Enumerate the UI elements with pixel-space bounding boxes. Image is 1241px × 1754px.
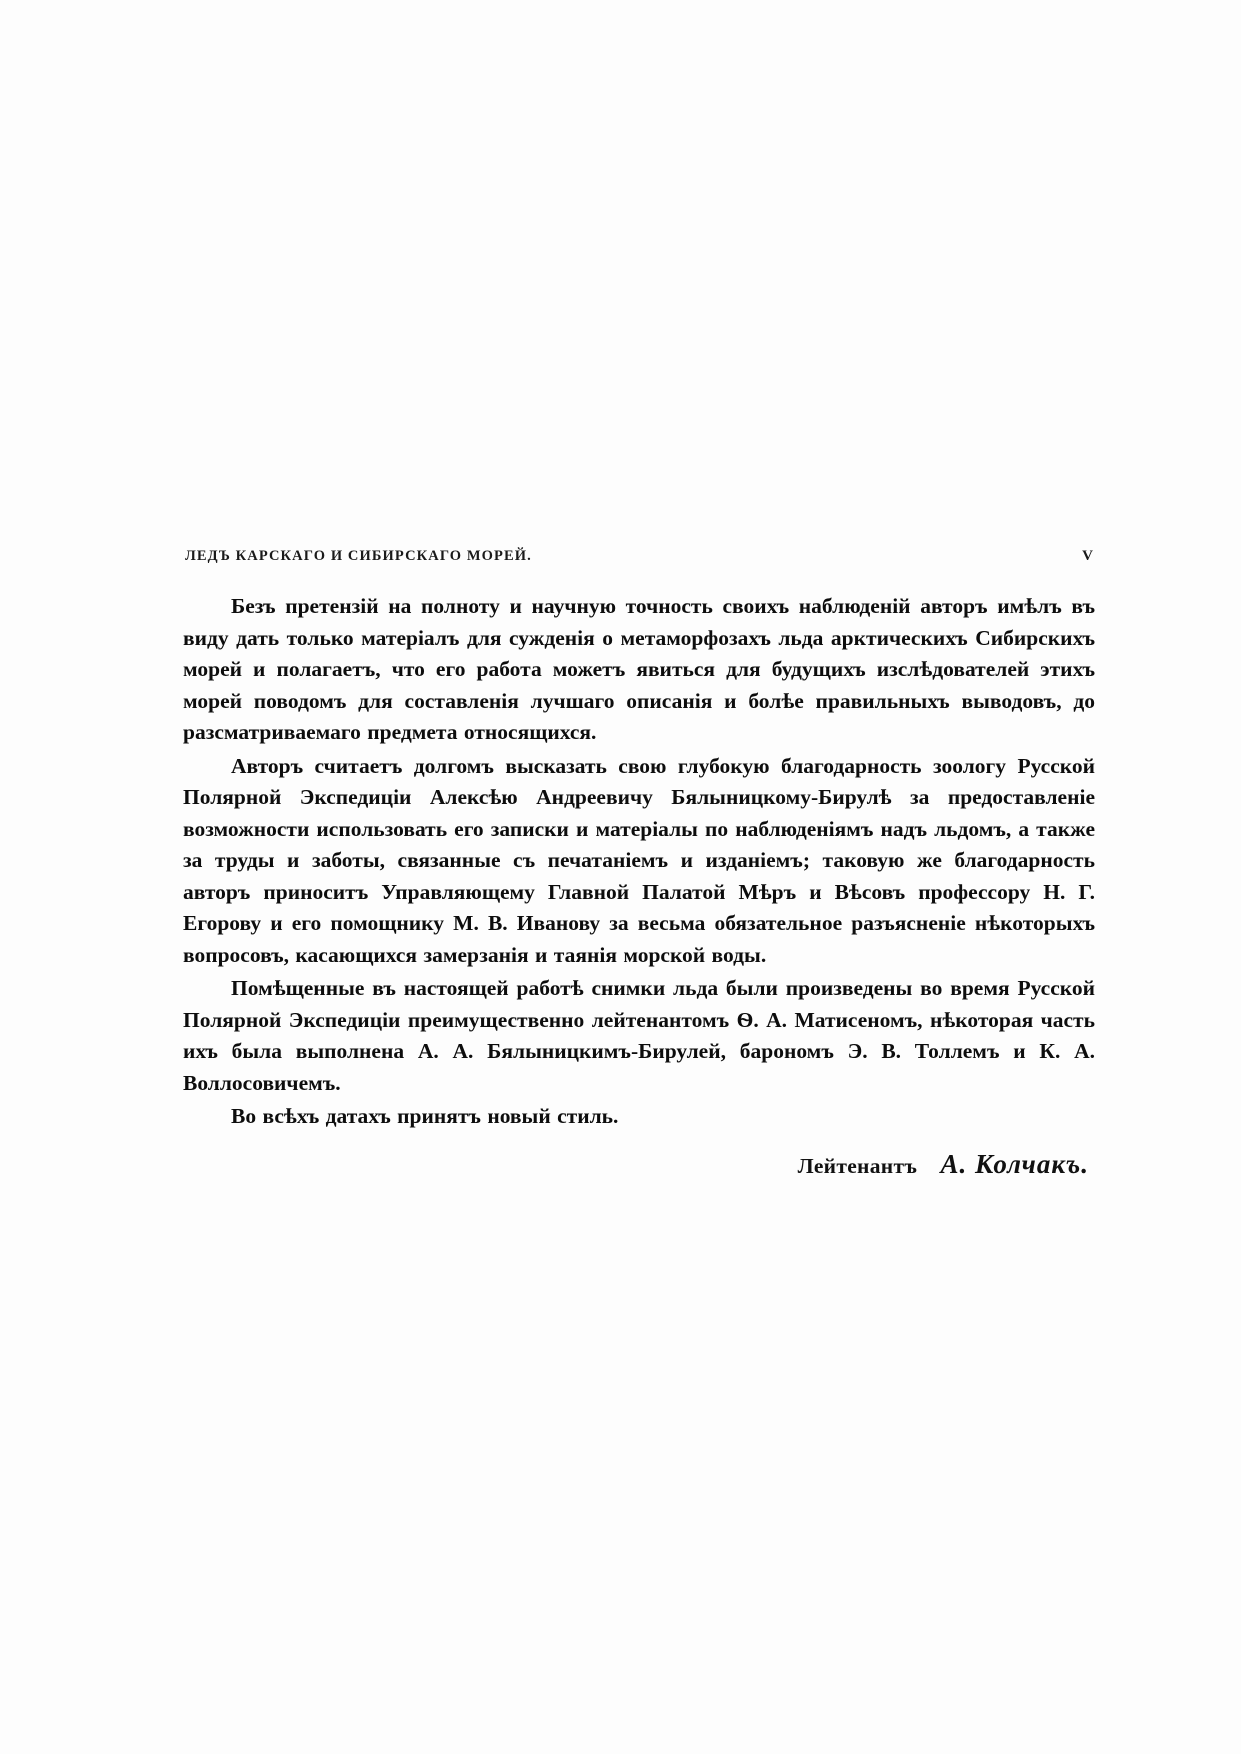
paragraph-1: Безъ претензій на полноту и научную точность своихъ наблюденій авторъ имѣлъ въ виду дать только матеріалъ для сужденія о метаморфозахъ льда арктическихъ Сибирскихъ морей и полагаетъ, что его работа можетъ явиться для будущихъ изслѣдователей этихъ морей поводомъ для составленія лучшаго описанія и болѣе правильныхъ выводовъ, до разсматриваемаго предмета относящихся. <box>183 594 1095 744</box>
running-head <box>183 548 1095 565</box>
running-head-title: ЛЕДЪ КАРСКАГО И СИБИРСКАГО МОРЕЙ. <box>185 548 532 564</box>
signature-name: А. Колчакъ. <box>940 1148 1089 1179</box>
paragraph-4: Во всѣхъ датахъ принятъ новый стиль. <box>231 1104 619 1128</box>
page-number: V <box>1082 548 1093 564</box>
paragraph-2: Авторъ считаетъ долгомъ высказать свою глубокую благодарность зоологу Русской Полярной Экспедиціи Алексѣю Андреевичу Бялыницкому-Бирулѣ за предоставленіе возможности использовать его записки и матеріалы по наблюденіямъ надъ льдомъ, а также за труды и заботы, связанные съ печатаніемъ и изданіемъ; таковую же благодарность авторъ приноситъ Управляющему Главной Палатой Мѣръ и Вѣсовъ профессору Н. Г. Егорову и его помощнику М. В. Иванову за весьма обязательное разъясненіе нѣкоторыхъ вопросовъ, касающихся замерзанія и таянія морской воды. <box>183 753 1095 967</box>
signature-rank: Лейтенантъ <box>797 1153 918 1178</box>
page-content <box>183 548 1095 1180</box>
paragraph-3: Помѣщенные въ настоящей работѣ снимки льда были произведены во время Русской Полярной Экспедиціи преимущественно лейтенантомъ Ѳ. А. Матисеномъ, нѣкоторая часть ихъ была выполнена А. А. Бялыницкимъ-Бирулей, барономъ Э. В. Толлемъ и К. А. Воллосовичемъ. <box>183 976 1095 1095</box>
signature-block <box>183 1149 1095 1180</box>
